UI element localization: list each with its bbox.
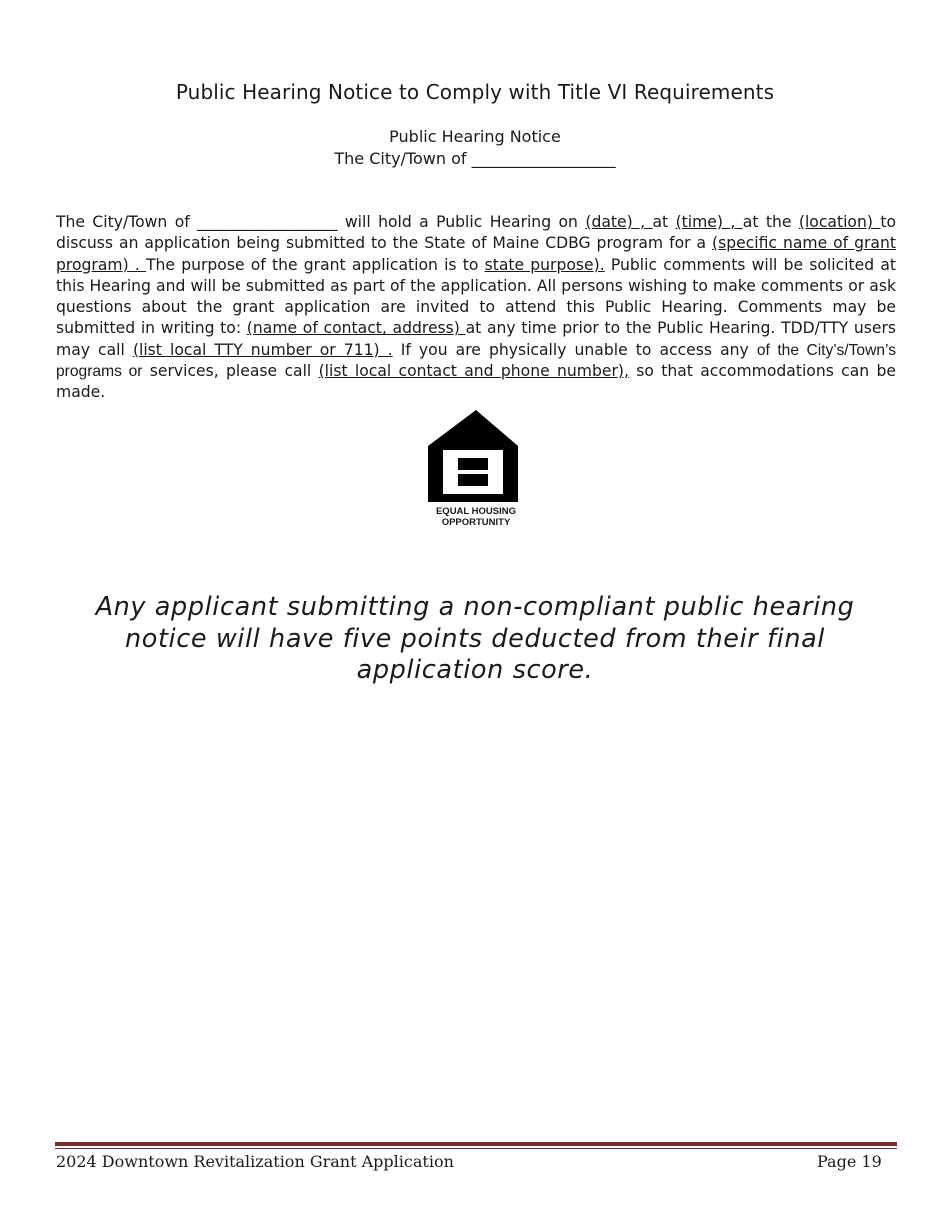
- time-placeholder: (time) ,: [675, 213, 743, 231]
- notice-body: [56, 212, 896, 404]
- house-icon: [425, 408, 527, 504]
- body-text-7: at any time prior to the Public Hearing. TDD/TTY users may call: [56, 319, 897, 359]
- date-placeholder: (date) ,: [585, 213, 653, 231]
- city-town-line: The City/Town of __________________: [334, 149, 616, 168]
- body-text-1: The City/Town of __________________ will hold a Public Hearing on: [56, 213, 586, 231]
- equal-housing-logo: [425, 408, 527, 530]
- body-text-5: The purpose of the grant application is to: [146, 255, 485, 274]
- footer-document-title: 2024 Downtown Revitalization Grant Application: [56, 1152, 454, 1171]
- location-placeholder: (location): [798, 213, 881, 231]
- body-text-10: services, please call: [142, 362, 319, 381]
- body-text-4: to discuss an application being submitted to the State of Maine CDBG program for a: [56, 213, 897, 253]
- footer-rule: [55, 1142, 897, 1146]
- footer-rule-thin: [55, 1148, 897, 1149]
- local-contact-placeholder: (list local contact and phone number),: [318, 362, 629, 381]
- logo-text-line1: EQUAL HOUSING: [435, 506, 517, 517]
- body-text-8: If you are physically unable to access any: [392, 340, 757, 359]
- body-text-6: Public comments will be solicited at this Hearing and will be submitted as part of the application. All persons wishing to make comments or ask questions about the grant application are invited to attend this Public Hearing. Comments may be submitted in writing to:: [56, 255, 896, 338]
- purpose-placeholder: state purpose).: [484, 255, 605, 274]
- program-placeholder: (specific name of grant program) .: [56, 234, 896, 274]
- body-text-2: at: [652, 213, 676, 231]
- page-number: Page 19: [817, 1152, 882, 1171]
- body-text-3: at the: [742, 213, 799, 231]
- compliance-warning: Any applicant submitting a non-compliant public hearing notice will have five points deducted from their final application score.: [95, 592, 855, 685]
- page-title: Public Hearing Notice to Comply with Title VI Requirements: [175, 80, 775, 104]
- logo-text-line2: OPPORTUNITY: [441, 517, 511, 528]
- tty-placeholder: (list local TTY number or 711) .: [132, 340, 393, 359]
- notice-subtitle: Public Hearing Notice: [389, 127, 561, 146]
- body-text-11: so that accommodations can be made.: [56, 362, 896, 402]
- contact-placeholder: (name of contact, address): [246, 319, 466, 338]
- body-text-9: of the City’s/Town’s programs or: [56, 341, 897, 381]
